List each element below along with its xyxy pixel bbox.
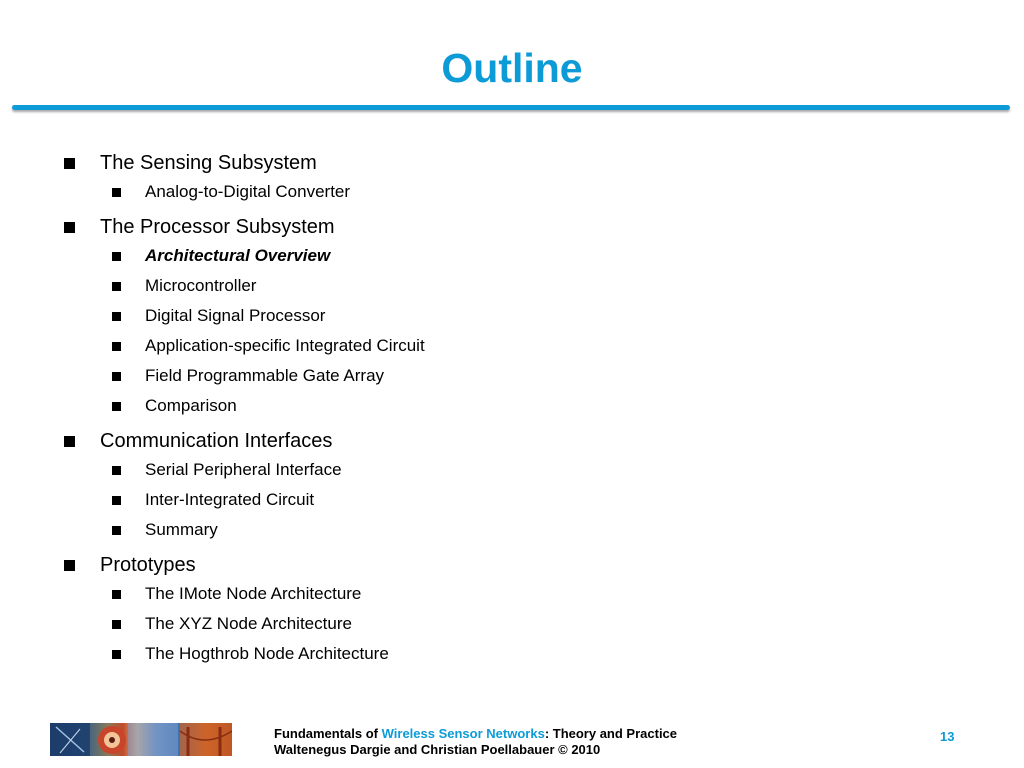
square-bullet-icon	[112, 252, 121, 261]
outline-item-label: Communication Interfaces	[100, 429, 333, 452]
outline-item-label: The XYZ Node Architecture	[145, 614, 352, 633]
square-bullet-icon	[112, 590, 121, 599]
outline-section	[64, 214, 335, 240]
outline-item-label: Inter-Integrated Circuit	[145, 490, 315, 509]
square-bullet-icon	[112, 282, 121, 291]
outline-subsection	[112, 519, 218, 541]
footer-authors: Waltenegus Dargie and Christian Poellabauer © 2010	[274, 742, 601, 757]
square-bullet-icon	[112, 402, 121, 411]
square-bullet-icon	[112, 372, 121, 381]
outline-item-label: Architectural Overview	[145, 246, 331, 265]
square-bullet-icon	[112, 466, 121, 475]
outline-item-label: Prototypes	[100, 553, 196, 576]
outline-item-label: Application-specific Integrated Circuit	[145, 336, 425, 355]
outline-subsection	[112, 395, 237, 417]
outline-subsection	[112, 459, 342, 481]
outline-subsection	[112, 181, 350, 203]
outline-subsection	[112, 583, 361, 605]
outline-item-label: Summary	[145, 520, 218, 539]
outline-item-label: The Hogthrob Node Architecture	[145, 644, 389, 663]
slide-title: Outline	[441, 45, 583, 91]
footer-book-suffix: : Theory and Practice	[544, 726, 678, 741]
square-bullet-icon	[112, 620, 121, 629]
footer-line-1	[274, 726, 677, 742]
outline-item-label: Serial Peripheral Interface	[145, 460, 342, 479]
outline-item-label: Digital Signal Processor	[145, 306, 326, 325]
outline-subsection	[112, 365, 384, 387]
outline-item-label: The IMote Node Architecture	[145, 584, 362, 603]
outline-subsection	[112, 245, 330, 267]
square-bullet-icon	[112, 312, 121, 321]
outline-item-label: The Sensing Subsystem	[100, 151, 317, 174]
outline-item-label: Microcontroller	[145, 276, 257, 295]
square-bullet-icon	[64, 560, 75, 571]
square-bullet-icon	[112, 526, 121, 535]
footer-citation	[274, 726, 677, 758]
square-bullet-icon	[64, 158, 75, 169]
outline-item-label: The Processor Subsystem	[100, 215, 335, 238]
square-bullet-icon	[112, 188, 121, 197]
outline-item-label: Field Programmable Gate Array	[145, 366, 385, 385]
footer-banner-image	[50, 723, 232, 756]
outline-subsection	[112, 275, 256, 297]
square-bullet-icon	[112, 650, 121, 659]
page-number: 13	[940, 729, 955, 744]
outline-subsection	[112, 305, 325, 327]
outline-item-label: Analog-to-Digital Converter	[145, 182, 351, 201]
footer-book-highlight: Wireless Sensor Networks	[381, 726, 545, 741]
outline-section	[64, 150, 317, 176]
square-bullet-icon	[64, 436, 75, 447]
outline-subsection	[112, 489, 314, 511]
outline-subsection	[112, 643, 389, 665]
outline-item-label: Comparison	[145, 396, 237, 415]
outline-subsection	[112, 613, 352, 635]
outline-subsection	[112, 335, 425, 357]
square-bullet-icon	[112, 342, 121, 351]
square-bullet-icon	[64, 222, 75, 233]
outline-section	[64, 552, 196, 578]
square-bullet-icon	[112, 496, 121, 505]
outline-section	[64, 428, 332, 454]
footer-book-prefix: Fundamentals of	[274, 726, 382, 741]
